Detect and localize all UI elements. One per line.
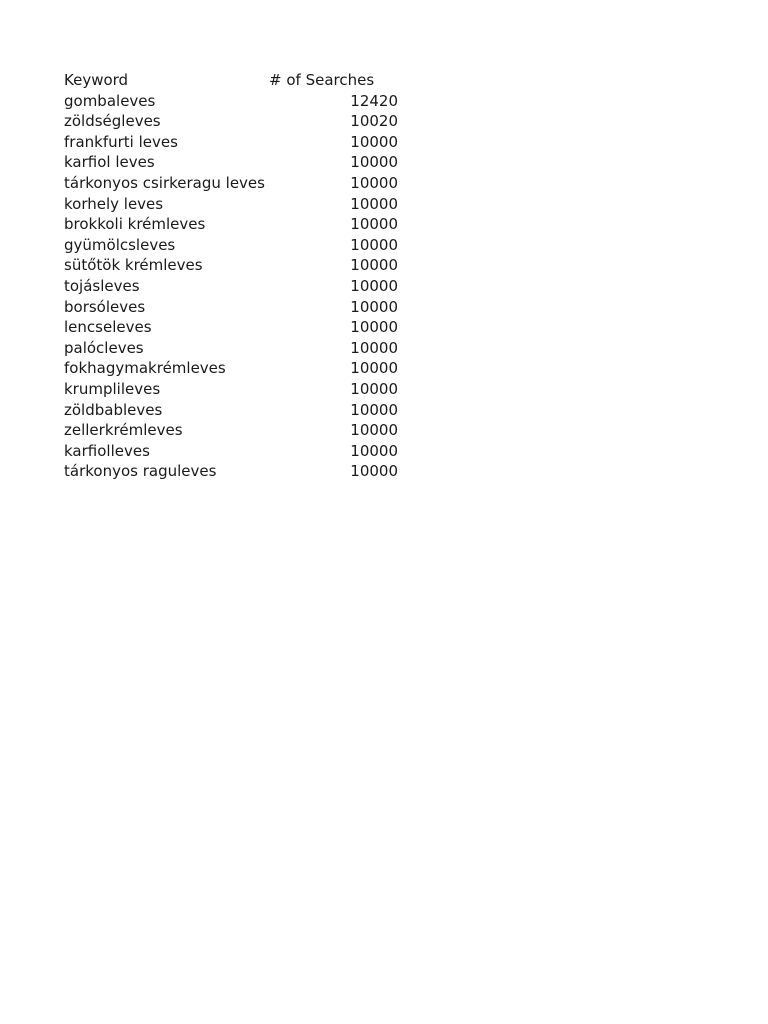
table-row [64, 111, 404, 132]
searches-cell: 10000 [350, 194, 398, 213]
table-row [64, 214, 404, 235]
keyword-cell: sütőtök krémleves [64, 256, 203, 275]
searches-cell: 10000 [350, 215, 398, 234]
keyword-cell: gombaleves [64, 91, 156, 110]
keyword-cell: karfiol leves [64, 153, 155, 172]
table-row [64, 297, 404, 318]
table-row [64, 152, 404, 173]
searches-cell: 10000 [350, 132, 398, 151]
table-row [64, 194, 404, 215]
table-row [64, 379, 404, 400]
keyword-cell: tojásleves [64, 276, 140, 295]
keyword-cell: zellerkrémleves [64, 421, 183, 440]
table-row [64, 461, 404, 482]
keyword-cell: korhely leves [64, 194, 164, 213]
searches-cell: 10000 [350, 379, 398, 398]
searches-cell: 12420 [350, 91, 398, 110]
searches-cell: 10000 [350, 276, 398, 295]
searches-cell: 10000 [350, 338, 398, 357]
table-row [64, 255, 404, 276]
keyword-cell: zöldségleves [64, 112, 161, 131]
searches-cell: 10000 [350, 441, 398, 460]
table-row [64, 317, 404, 338]
keyword-cell: gyümölcsleves [64, 235, 176, 254]
keyword-cell: zöldbableves [64, 400, 163, 419]
keyword-cell: palócleves [64, 338, 144, 357]
searches-cell: 10020 [350, 112, 398, 131]
table-row [64, 338, 404, 359]
table-row [64, 420, 404, 441]
searches-cell: 10000 [350, 421, 398, 440]
searches-cell: 10000 [350, 235, 398, 254]
searches-cell: 10000 [350, 297, 398, 316]
searches-cell: 10000 [350, 153, 398, 172]
table-row [64, 400, 404, 421]
table-row [64, 91, 404, 112]
keyword-cell: brokkoli krémleves [64, 215, 206, 234]
table-row [64, 276, 404, 297]
searches-column-header: # of Searches [269, 71, 375, 89]
searches-cell: 10000 [350, 359, 398, 378]
keyword-cell: tárkonyos raguleves [64, 462, 217, 481]
keyword-column-header: Keyword [64, 71, 129, 89]
searches-cell: 10000 [350, 318, 398, 337]
keyword-table [64, 70, 404, 482]
keyword-cell: karfiolleves [64, 441, 150, 460]
searches-cell: 10000 [350, 173, 398, 192]
keyword-cell: krumplileves [64, 379, 161, 398]
table-header [64, 70, 404, 91]
keyword-cell: fokhagymakrémleves [64, 359, 226, 378]
keyword-cell: borsóleves [64, 297, 146, 316]
keyword-cell: lencseleves [64, 318, 152, 337]
table-row [64, 358, 404, 379]
searches-cell: 10000 [350, 400, 398, 419]
searches-cell: 10000 [350, 256, 398, 275]
keyword-cell: frankfurti leves [64, 132, 178, 151]
table-row [64, 441, 404, 462]
table-row [64, 173, 404, 194]
table-body [64, 91, 404, 482]
keyword-cell: tárkonyos csirkeragu leves [64, 173, 265, 192]
searches-cell: 10000 [350, 462, 398, 481]
table-row [64, 132, 404, 153]
table-row [64, 235, 404, 256]
